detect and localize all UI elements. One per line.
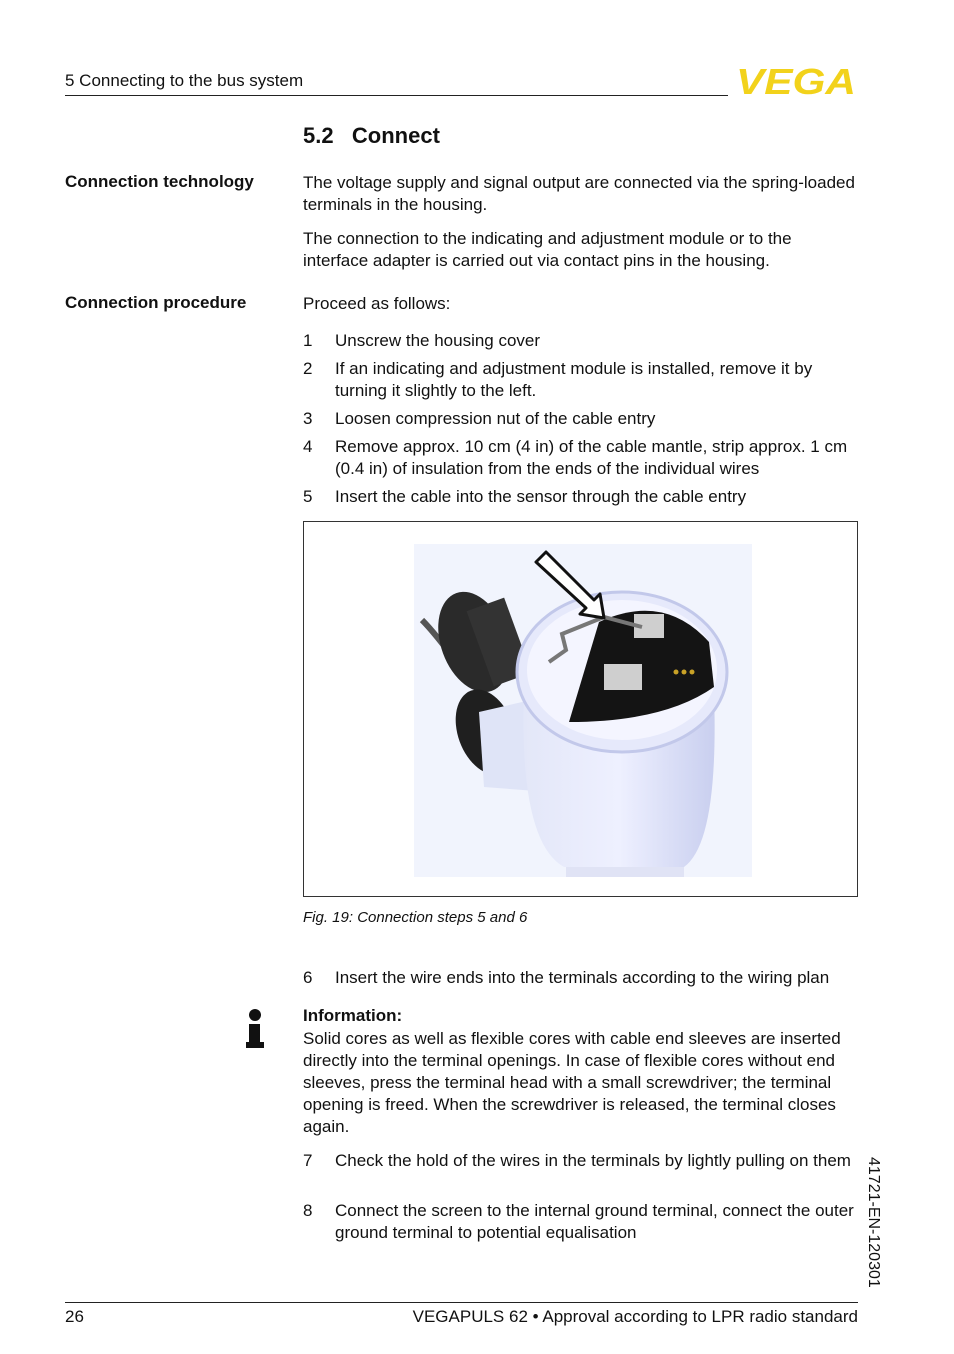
chapter-header: 5 Connecting to the bus system bbox=[65, 71, 304, 90]
step-text: Loosen compression nut of the cable entry bbox=[335, 409, 656, 428]
step-text: Remove approx. 10 cm (4 in) of the cable mantle, strip approx. 1 cm (0.4 in) of insulation from the ends of the individual wires bbox=[335, 437, 848, 478]
list-item bbox=[303, 967, 859, 989]
list-item bbox=[303, 486, 859, 508]
vega-logo bbox=[734, 64, 858, 98]
list-item bbox=[303, 1150, 859, 1172]
step-text: Check the hold of the wires in the terminals by lightly pulling on them bbox=[335, 1151, 851, 1170]
document-id: 41721-EN-120301 bbox=[865, 1157, 882, 1288]
step-number: 2 bbox=[303, 359, 313, 378]
label-connection-procedure: Connection procedure bbox=[65, 293, 247, 312]
footer-title: VEGAPULS 62 • Approval according to LPR radio standard bbox=[412, 1307, 858, 1326]
step-text: Insert the cable into the sensor through the cable entry bbox=[335, 487, 747, 506]
step-text: Connect the screen to the internal ground terminal, connect the outer ground terminal to potential equalisation bbox=[335, 1201, 854, 1242]
figure-frame bbox=[303, 521, 858, 897]
step-number: 4 bbox=[303, 437, 313, 456]
list-item bbox=[303, 358, 859, 402]
footer-rule bbox=[65, 1302, 858, 1303]
paragraph-tech-2: The connection to the indicating and adjustment module or to the interface adapter is carried out via contact pins in the housing. bbox=[303, 229, 792, 270]
label-connection-technology: Connection technology bbox=[65, 172, 254, 191]
info-title: Information: bbox=[303, 1006, 403, 1025]
section-title: 5.2 Connect bbox=[303, 123, 440, 148]
info-icon bbox=[244, 1009, 266, 1049]
page-number: 26 bbox=[65, 1307, 84, 1326]
step-number: 3 bbox=[303, 409, 313, 428]
step-text: If an indicating and adjustment module is installed, remove it by turning it slightly to the left. bbox=[335, 359, 813, 400]
sensor-housing-illustration bbox=[304, 522, 857, 896]
step-number: 1 bbox=[303, 331, 313, 350]
step-number: 7 bbox=[303, 1151, 313, 1170]
list-item bbox=[303, 1200, 859, 1244]
info-text: Solid cores as well as flexible cores with cable end sleeves are inserted directly into the terminal openings. In case of flexible cores without end sleeves, press the terminal head with a small screwdriver; the terminal opening is freed. When the screwdriver is released, the terminal closes again. bbox=[303, 1029, 841, 1136]
list-item bbox=[303, 436, 859, 480]
step-number: 6 bbox=[303, 968, 313, 987]
paragraph-tech-1: The voltage supply and signal output are connected via the spring-loaded terminals in the housing. bbox=[303, 173, 855, 214]
logo-text: VEGA bbox=[736, 64, 856, 98]
step-text: Unscrew the housing cover bbox=[335, 331, 541, 350]
figure-caption: Fig. 19: Connection steps 5 and 6 bbox=[303, 909, 528, 926]
header-rule bbox=[65, 95, 728, 96]
step-number: 5 bbox=[303, 487, 313, 506]
paragraph-proceed: Proceed as follows: bbox=[303, 294, 451, 313]
step-text: Insert the wire ends into the terminals according to the wiring plan bbox=[335, 968, 830, 987]
list-item bbox=[303, 408, 859, 430]
list-item bbox=[303, 330, 859, 352]
step-number: 8 bbox=[303, 1201, 313, 1220]
